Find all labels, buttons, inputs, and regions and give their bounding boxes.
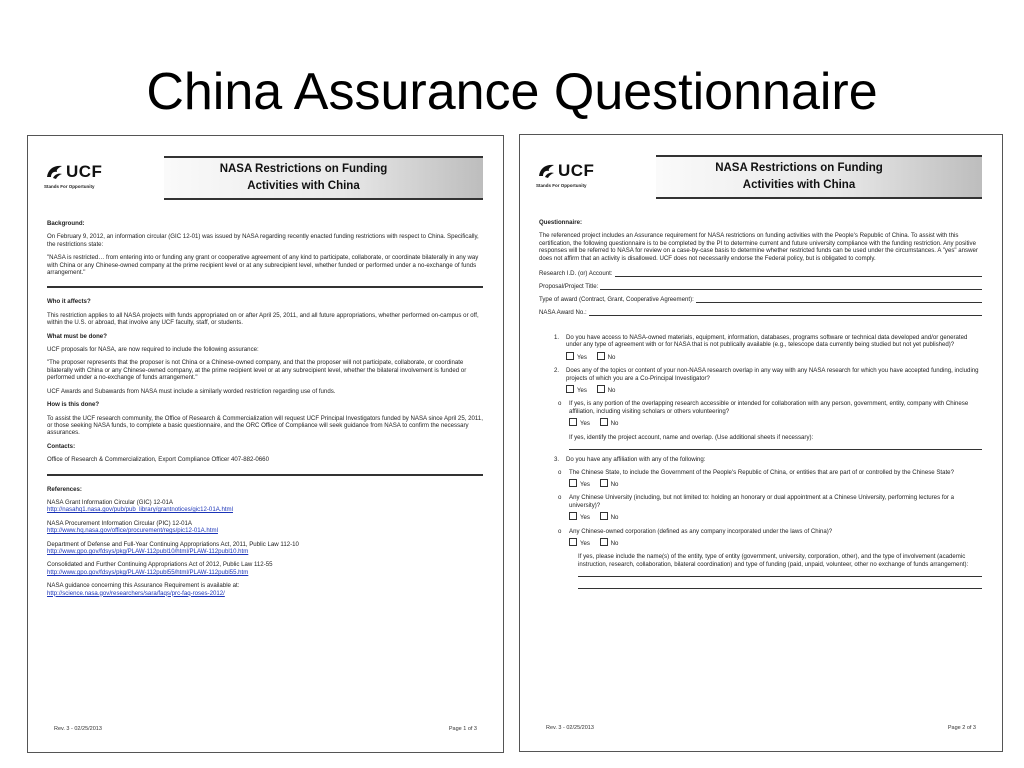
- no-checkbox[interactable]: [600, 418, 608, 426]
- reference-link[interactable]: http://nasahq1.nasa.gov/pub/pub_library/grantnotices/gic12-01A.html: [47, 506, 233, 514]
- reference-link[interactable]: http://science.nasa.gov/researchers/sara/faqs/prc-faq-roses-2012/: [47, 589, 225, 597]
- reference-title: Consolidated and Further Continuing Appropriations Act of 2012, Public Law 112-55: [47, 561, 273, 569]
- reference-item: [47, 582, 483, 597]
- no-label: No: [610, 480, 619, 488]
- yes-label: Yes: [580, 514, 590, 522]
- no-checkbox[interactable]: [597, 385, 605, 393]
- question-3-option-c: [539, 528, 982, 548]
- questionnaire-heading: Questionnaire:: [539, 219, 583, 226]
- reference-link[interactable]: http://www.gpo.gov/fdsys/pkg/PLAW-112publ10/html/PLAW-112publ10.htm: [47, 547, 249, 555]
- award-type-label: Type of award (Contract, Grant, Cooperative Agreement):: [539, 295, 694, 303]
- yes-no-options: [566, 352, 982, 361]
- reference-link[interactable]: http://www.gpo.gov/fdsys/pkg/PLAW-112publ55/html/PLAW-112publ55.htm: [47, 568, 249, 576]
- logo-text: UCF: [66, 162, 103, 181]
- section-divider: [47, 286, 483, 288]
- who-heading: Who it affects?: [47, 298, 91, 306]
- document-page-1: [27, 135, 504, 753]
- reference-title: NASA Grant Information Circular (GIC) 12-01A: [47, 498, 173, 506]
- no-label: No: [607, 353, 616, 361]
- yes-checkbox[interactable]: [566, 352, 574, 360]
- proposal-title-label: Proposal/Project Title:: [539, 282, 599, 290]
- header-title: [164, 161, 443, 195]
- what-paragraph-1: UCF proposals for NASA, are now required to include the following assurance:: [47, 346, 259, 354]
- section-divider: [47, 474, 483, 476]
- ucf-logo: [536, 159, 654, 193]
- answer-line[interactable]: [578, 568, 982, 577]
- logo-text: UCF: [558, 161, 595, 180]
- sub-question-text: Any Chinese University (including, but not limited to: holding an honorary or dual appointment at a Chinese University, performing lectures for a university)?: [569, 494, 955, 509]
- document-page-2: [519, 134, 1003, 752]
- yes-label: Yes: [577, 353, 587, 361]
- research-id-label: Research I.D. (or) Account:: [539, 269, 613, 277]
- question-number: 3.: [554, 456, 560, 464]
- question-text: Do you have any affiliation with any of the following:: [566, 456, 706, 464]
- background-paragraph-2: "NASA is restricted… from entering into or funding any grant or cooperative agreement of any kind to participate, collaborate, or coordinate bilaterally in any way with China or any Chinese-owned company at the prime recipient level or at any subrecipient level, whether funded or performed under a no-exchange of funds arrangement.": [47, 254, 479, 277]
- answer-line[interactable]: [569, 441, 982, 450]
- yes-label: Yes: [580, 480, 590, 488]
- header-title: [656, 160, 942, 194]
- what-paragraph-3: UCF Awards and Subawards from NASA must include a similarly worded restriction regarding use of funds.: [47, 387, 336, 395]
- question-text: Does any of the topics or content of your non-NASA research overlap in any way with any NASA research for which you have accepted funding, including projects of which you are a Co-Principal Investigator?: [566, 367, 979, 382]
- reference-link[interactable]: http://www.hq.nasa.gov/office/procurement/regs/pic12-01A.html: [47, 527, 218, 535]
- header-line-1: NASA Restrictions on Funding: [219, 163, 388, 175]
- question-2: [539, 367, 982, 394]
- page-header: [536, 155, 982, 195]
- identify-instruction: If yes, identify the project account, name and overlap. (Use additional sheets if necessary):: [569, 433, 814, 441]
- reference-item: [47, 561, 483, 576]
- page-1-content: [47, 220, 483, 603]
- page-header: [44, 156, 483, 196]
- question-1: [539, 334, 982, 361]
- reference-item: [47, 541, 483, 556]
- ucf-logo: [44, 160, 162, 194]
- yes-no-options: [569, 512, 982, 521]
- reference-title: NASA Procurement Information Circular (PIC) 12-01A: [47, 519, 192, 527]
- page-number: Page 1 of 3: [448, 726, 477, 732]
- revision-label: Rev. 3 - 02/25/2013: [54, 726, 102, 732]
- question-number: 1.: [554, 334, 560, 342]
- no-checkbox[interactable]: [600, 538, 608, 546]
- yes-label: Yes: [577, 387, 587, 395]
- yes-no-options: [566, 385, 982, 394]
- contacts-heading: Contacts:: [47, 442, 76, 450]
- yes-checkbox[interactable]: [569, 418, 577, 426]
- question-text: Do you have access to NASA-owned materials, equipment, information, databases, programs software or technical data developed and/or generated under any type of agreement with or for NASA that is not publically available (e.g., telescope data currently being studied but not yet published)?: [566, 334, 968, 349]
- proposal-title-field[interactable]: [539, 281, 982, 290]
- research-id-line[interactable]: [615, 269, 983, 277]
- header-line-2: Activities with China: [742, 179, 856, 191]
- reference-item: [47, 499, 483, 514]
- reference-item: [47, 520, 483, 535]
- sub-question-text: The Chinese State, to include the Government of the People's Republic of China, or entities that are part of or controlled by the Chinese State?: [569, 468, 954, 476]
- background-heading: Background:: [47, 220, 85, 227]
- no-label: No: [610, 539, 619, 547]
- question-3-followup: [539, 553, 982, 589]
- how-paragraph: To assist the UCF research community, the Office of Research & Commercialization will request UCF Principal Investigators funded by NASA since April 25, 2011, or those seeking NASA funds, to complete a basic questionnaire, and the ORC Office of Compliance will seek guidance from NASA to confirm the necessary assurances.: [47, 414, 483, 437]
- bullet-icon: o: [558, 527, 562, 535]
- what-heading: What must be done?: [47, 332, 107, 340]
- question-3-option-a: [539, 469, 982, 489]
- background-paragraph-1: On February 9, 2012, an information circular (GIC 12-01) was issued by NASA regarding recently enacted funding restrictions with respect to China. Specifically, the restrictions state:: [47, 233, 479, 248]
- no-label: No: [607, 387, 616, 395]
- pegasus-icon: [44, 162, 64, 182]
- header-line-1: NASA Restrictions on Funding: [715, 162, 883, 174]
- question-3-option-b: [539, 494, 982, 521]
- question-number: 2.: [554, 367, 560, 375]
- yes-no-options: [569, 538, 982, 547]
- reference-title: Department of Defense and Full-Year Continuing Appropriations Act, 2011, Public Law 112-10: [47, 540, 299, 548]
- yes-label: Yes: [580, 420, 590, 428]
- header-bar: [656, 155, 982, 199]
- sub-question-text: Any Chinese-owned corporation (defined as any company incorporated under the laws of China)?: [569, 527, 833, 535]
- answer-line[interactable]: [578, 580, 982, 589]
- page-2-content: [539, 219, 982, 594]
- no-checkbox[interactable]: [597, 352, 605, 360]
- followup-instruction: If yes, please include the name(s) of the entity, type of entity (government, university, corporation, other), and the type of involvement (academic instruction, research, collaboration, bilateral coordination) and type of funding (paid, unpaid, volunteer, other no exchange of funds arrangement):: [578, 553, 969, 568]
- what-paragraph-2: "The proposer represents that the proposer is not China or a Chinese-owned company, and that the proposer will not participate, collaborate, or coordinate bilaterally with China or any Chinese-owned company, at the prime recipient level or at any subrecipient level, whether the bilateral involvement is funded or performed under a no-exchange of funds arrangement.": [47, 359, 467, 382]
- references-heading: References:: [47, 485, 82, 493]
- bullet-icon: o: [558, 400, 562, 408]
- award-type-field[interactable]: [539, 294, 982, 303]
- header-bar: [164, 156, 483, 200]
- slide-title: China Assurance Questionnaire: [146, 63, 878, 121]
- contacts-paragraph: Office of Research & Commercialization, Export Compliance Officer 407-882-0660: [47, 456, 269, 464]
- yes-no-options: [569, 418, 982, 427]
- no-label: No: [610, 514, 619, 522]
- bullet-icon: o: [558, 468, 562, 476]
- pegasus-icon: [536, 161, 556, 181]
- yes-checkbox[interactable]: [569, 479, 577, 487]
- how-heading: How is this done?: [47, 401, 100, 409]
- yes-checkbox[interactable]: [566, 385, 574, 393]
- sub-question-text: If yes, is any portion of the overlapping research accessible or intended for collaboration with any person, government, entity, company with Chinese affiliation, including visiting scholars or others volunteering?: [569, 400, 969, 415]
- page-number: Page 2 of 3: [947, 725, 976, 731]
- award-no-line[interactable]: [589, 308, 982, 316]
- yes-no-options: [569, 479, 982, 488]
- who-paragraph: This restriction applies to all NASA projects with funds appropriated on or after April 25, 2011, and all future appropriations, whether performed on-campus or off, within the U.S. or abroad, that involve any UCF faculty, staff, or students.: [47, 311, 479, 327]
- no-checkbox[interactable]: [600, 512, 608, 520]
- no-checkbox[interactable]: [600, 479, 608, 487]
- award-no-field[interactable]: [539, 307, 982, 316]
- logo-tagline: Stands For Opportunity: [536, 183, 587, 188]
- award-type-line[interactable]: [696, 295, 982, 303]
- yes-checkbox[interactable]: [569, 512, 577, 520]
- proposal-title-line[interactable]: [600, 282, 982, 290]
- question-3: [539, 456, 982, 463]
- award-no-label: NASA Award No.:: [539, 308, 587, 316]
- research-id-field[interactable]: [539, 268, 982, 277]
- no-label: No: [610, 420, 619, 428]
- bullet-icon: o: [558, 494, 562, 502]
- question-2-sub: [539, 400, 982, 450]
- yes-label: Yes: [580, 539, 590, 547]
- questionnaire-intro: The referenced project includes an Assurance requirement for NASA restrictions on funding activities with the People's Republic of China. To assist with this certification, the following questionnaire is to be completed by the PI to determine current and future university compliance with the funding restriction. Any positive responses will be referred to NASA for review on a case-by-case basis to determine whether restricted funds can be used under the circumstances. A "yes" answer does not affirm that an activity is disallowed. UCF does not necessarily endorse the Federal policy, but is obligated to comply.: [539, 232, 978, 262]
- yes-checkbox[interactable]: [569, 538, 577, 546]
- reference-title: NASA guidance concerning this Assurance Requirement is available at:: [47, 582, 240, 590]
- header-line-2: Activities with China: [247, 180, 360, 192]
- revision-label: Rev. 3 - 02/25/2013: [546, 725, 594, 731]
- logo-tagline: Stands For Opportunity: [44, 184, 95, 189]
